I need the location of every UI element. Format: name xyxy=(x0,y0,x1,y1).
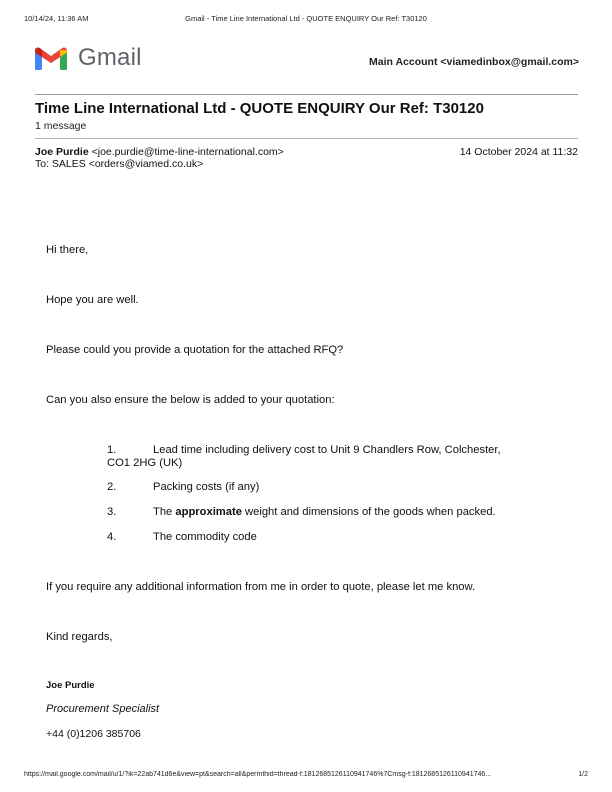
paragraph-2: Please could you provide a quotation for the attached RFQ? xyxy=(46,344,344,356)
signature-phone[interactable]: +44 (0)1206 385706 xyxy=(46,728,141,740)
message-to: To: SALES <orders@viamed.co.uk> xyxy=(35,158,204,170)
gmail-logo-icon xyxy=(35,46,67,72)
paragraph-3: Can you also ensure the below is added to your quotation: xyxy=(46,394,335,406)
signature-name: Joe Purdie xyxy=(46,680,95,691)
list-item-number: 4. xyxy=(107,531,117,543)
thread-subject: Time Line International Ltd - QUOTE ENQUIRY Our Ref: T30120 xyxy=(35,100,484,117)
message-date: 14 October 2024 at 11:32 xyxy=(459,146,578,158)
list-item-post: weight and dimensions of the goods when packed. xyxy=(241,506,496,518)
page-number: 1/2 xyxy=(578,771,588,778)
list-item: Packing costs (if any) xyxy=(153,481,260,493)
list-item-emphasis: approximate xyxy=(175,506,242,518)
message-count: 1 message xyxy=(35,120,87,132)
list-item-pre: The xyxy=(153,506,176,518)
closing: Kind regards, xyxy=(46,631,113,643)
gmail-logo-text: Gmail xyxy=(78,44,142,71)
print-title: Gmail - Time Line International Ltd - QUOTE ENQUIRY Our Ref: T30120 xyxy=(185,14,427,23)
list-item-number: 2. xyxy=(107,481,117,493)
sender-name: Joe Purdie xyxy=(35,146,89,158)
paragraph-1: Hope you are well. xyxy=(46,294,139,306)
account-label: Main Account <viamedinbox@gmail.com> xyxy=(369,56,579,68)
list-item: Lead time including delivery cost to Unit 9 Chandlers Row, Colchester, xyxy=(153,444,501,456)
list-item-number: 3. xyxy=(107,506,117,518)
header-divider xyxy=(35,94,578,95)
list-item-number: 1. xyxy=(107,444,117,456)
list-item xyxy=(153,506,496,518)
subject-divider xyxy=(35,138,578,139)
paragraph-4: If you require any additional information from me in order to quote, please let me know. xyxy=(46,581,476,593)
sender-email[interactable]: <joe.purdie@time-line-international.com> xyxy=(91,146,284,158)
signature-title: Procurement Specialist xyxy=(46,703,160,715)
list-item: The commodity code xyxy=(153,531,257,543)
message-from xyxy=(35,146,284,158)
footer-url: https://mail.google.com/mail/u/1/?ik=22ab741d6e&view=pt&search=all&permthid=thread-f:1812685126110941746%7Cmsg-f:1812685126110941746... xyxy=(24,771,492,778)
greeting: Hi there, xyxy=(46,244,89,256)
print-datetime: 10/14/24, 11:36 AM xyxy=(24,14,89,23)
list-item-continuation: CO1 2HG (UK) xyxy=(107,457,183,469)
